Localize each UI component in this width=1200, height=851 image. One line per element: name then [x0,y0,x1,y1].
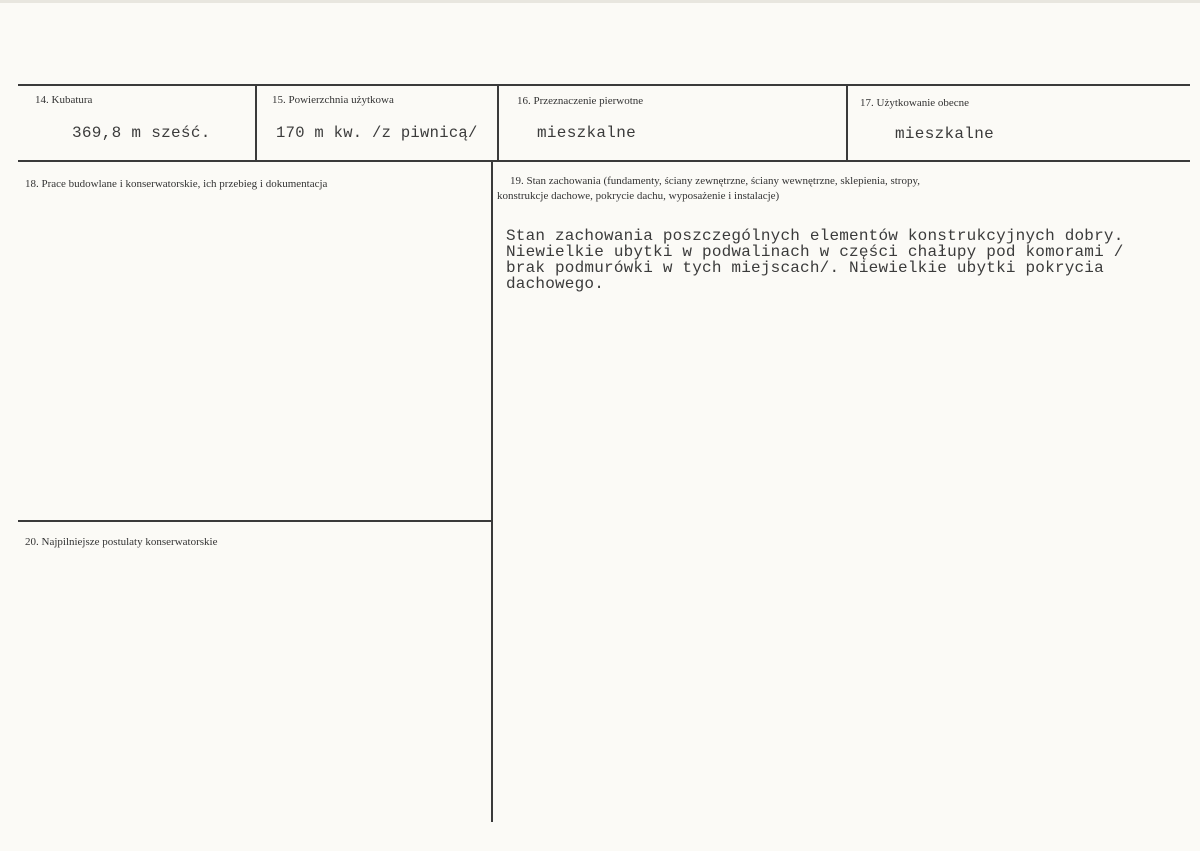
divider-14-15 [255,86,257,160]
field-17-label: 17. Użytkowanie obecne [860,97,970,109]
field-19-label-line-1: 19. Stan zachowania (fundamenty, ściany zewnętrzne, ściany wewnętrzne, sklepienia, stropy, [510,175,921,187]
middle-row-border [18,160,1190,162]
divider-15-16 [497,86,499,160]
top-edge [0,0,1200,3]
field-14-value: 369,8 m sześć. [72,124,211,142]
field-19-text-line: Niewielkie ubytki w podwalinach w części chałupy pod komorami / [506,243,1124,261]
divider-left-right [491,162,493,822]
field-15-label: 15. Powierzchnia użytkowa [272,94,394,106]
field-15-value: 170 m kw. /z piwnicą/ [276,124,478,142]
divider-16-17 [846,86,848,160]
field-16-label: 16. Przeznaczenie pierwotne [517,95,644,107]
top-row-border [18,84,1190,86]
left-section-divider [18,520,492,522]
field-19-text [506,228,1124,292]
field-17-value: mieszkalne [895,125,995,143]
field-19-text-line: dachowego. [506,275,605,293]
field-16-value: mieszkalne [537,124,637,142]
field-14-label: 14. Kubatura [35,94,93,106]
field-19-text-line: Stan zachowania poszczególnych elementów konstrukcyjnych dobry. [506,227,1124,245]
field-19-text-line: brak podmurówki w tych miejscach/. Niewielkie ubytki pokrycia [506,259,1104,277]
field-19-label-line-2: konstrukcje dachowe, pokrycie dachu, wyposażenie i instalacje) [497,190,780,202]
field-18-label: 18. Prace budowlane i konserwatorskie, ich przebieg i dokumentacja [25,178,328,190]
field-20-label: 20. Najpilniejsze postulaty konserwatorskie [25,536,218,548]
